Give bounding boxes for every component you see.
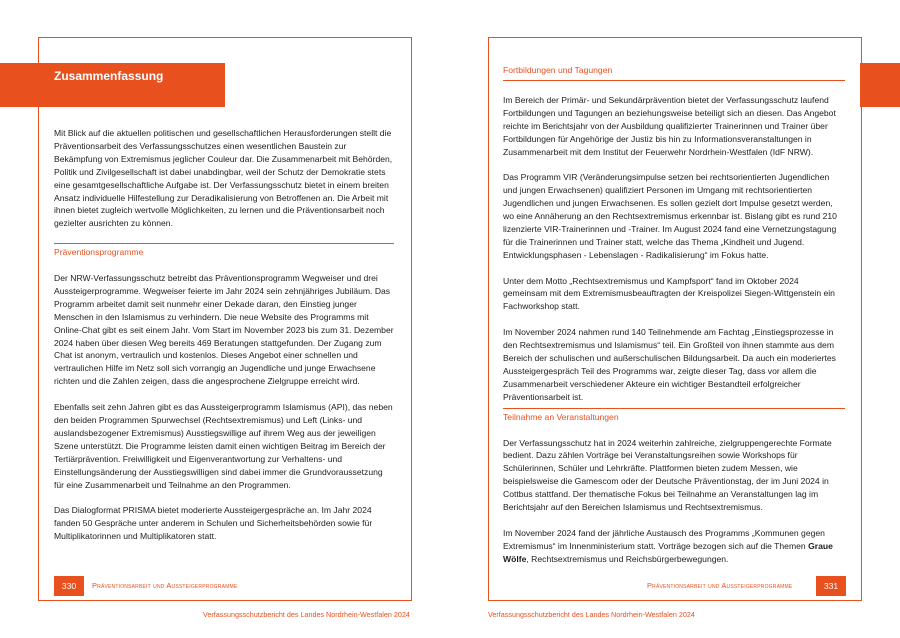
section-title-veranstaltungen: Teilnahme an Veranstaltungen (503, 408, 845, 424)
paragraph: Der Verfassungsschutz hat in 2024 weiterhin zahlreiche, zielgruppengerechte Formate bedient. Dazu zählen Vorträge bei Veranstaltungsreihen sowie Workshops für Schülerinnen, Schüler und Lehrkräfte. Plattformen bieten zudem Messen, wie beispielsweise die Gamescom oder der Deutsche Präventionstag, der im Juni 2024 in Cottbus stattfand. Der thematische Fokus bei Teilnahme an Veranstaltungen lag im Berichtsjahr auf den Bereichen Islamismus und Rechtsextremismus. (503, 437, 832, 513)
footer-title-right: Präventionsarbeit und Aussteigerprogramme (647, 581, 793, 590)
paragraph: Der NRW-Verfassungsschutz betreibt das Präventionsprogramm Wegweiser und drei Aussteigerprogramme. Wegweiser feierte im Jahr 2024 sein zehnjähriges Jubiläum. Das Programm arbeitet damit seit nunmehr einer Dekade daran, den Einstieg junger Menschen in den Islamismus zu verhindern. Die neue Website des Programms mit Online-Chat gibt es seit einem Jahr. Vom Start im November 2023 bis zum 31. Dezember 2024 haben über diesen Weg bereits 469 Beratungen stattgefunden. Der Zugang zum Chat ist anonym, vertraulich und kostenlos. Dieses Angebot einer schnellen und vertraulichen Hilfe im Netz soll sich vorrangig an Jugendliche und junge Erwachsene richten und die Zahlen zeigen, dass die angesprochene Zielgruppe erreicht wird. (54, 273, 394, 387)
summary-heading-bar (0, 63, 225, 107)
paragraph: Das Dialogformat PRISMA bietet moderierte Aussteigergespräche an. Im Jahr 2024 fanden 50 Gespräche unter anderem in Schulen und Sicherheitsbehörden sowie für Multiplikatorinnen und Multiplikatoren statt. (54, 505, 373, 542)
report-title-left: Verfassungsschutzbericht des Landes Nordrhein-Westfalen 2024 (203, 610, 410, 619)
paragraph: Unter dem Motto „Rechtsextremismus und Kampfsport“ fand im Oktober 2024 gemeinsam mit dem Extremismusbeauftragten der Kreispolizei Siegen-Wittgenstein ein Fachworkshop statt. (503, 275, 835, 312)
right-side-tab (860, 63, 900, 107)
page-number-left: 330 (54, 576, 84, 596)
page-number-right: 331 (816, 576, 846, 596)
footer-title-left: Präventionsarbeit und Aussteigerprogramme (92, 581, 238, 590)
left-page-text (54, 127, 394, 556)
paragraph: Im Bereich der Primär- und Sekundärprävention bietet der Verfassungsschutz laufend Fortbildungen und Tagungen an beziehungsweise beteiligt sich an diesen. Das Angebot reichte im Berichtsjahr von der Ausbildung qualifizierter Trainerinnen und Trainer über Fortbildungen für Angehörige der Justiz bis hin zu Informationsveranstaltungen in Zusammenarbeit mit dem Institut der Feuerwehr Nordrhein-Westfalen (IdF NRW). (503, 94, 836, 157)
section-title-fortbildungen: Fortbildungen und Tagungen (503, 64, 845, 81)
summary-heading: Zusammenfassung (54, 69, 164, 83)
right-page-text (503, 64, 845, 578)
report-title-right: Verfassungsschutzbericht des Landes Nordrhein-Westfalen 2024 (488, 610, 695, 619)
text-run: , Rechtsextremismus und Reichsbürgerbewegungen. (526, 553, 729, 564)
bold-term: Graue Wölfe (503, 540, 833, 564)
paragraph: Im November 2024 nahmen rund 140 Teilnehmende am Fachtag „Einstiegsprozesse in den Rechtsextremismus und Islamismus“ teil. Ein Großteil von ihnen stammte aus dem Bereich der schulischen und außerschulischen Bildungsarbeit. Da auch ein moderiertes Aussteigergespräch Teil des Programms war, zeigte dieser Tag, dass vor allem die Zusammenarbeit verschiedener Akteure ein wichtiger Bestandteil erfolgreicher Präventionsarbeit ist. (503, 327, 836, 402)
intro-paragraph: Mit Blick auf die aktuellen politischen und gesellschaftlichen Herausforderungen stellt die Präventionsarbeit des Verfassungsschutzes einen wesentlichen Baustein zur Bekämpfung von Extremismus jeglicher Couleur dar. Die Zusammenarbeit mit Behörden, Politik und Zivilgesellschaft ist dabei unabdingbar, weil der Schutz der Demokratie stets eine gesamtgesellschaftliche Aufgabe ist. Der Verfassungsschutz bietet in einem breiten Ansatz individuelle Hilfestellung zur Deradikalisierung von Betroffenen an. Die Arbeit mit ihnen bietet zugleich wertvolle Möglichkeiten, zu lernen und die Präventionsarbeit noch gezielter ausrichten zu können. (54, 128, 393, 229)
paragraph: Das Programm VIR (Veränderungsimpulse setzen bei rechtsorientierten Jugendlichen und jungen Erwachsenen) qualifiziert Personen im Umgang mit rechtsorientierten Jugendlichen und jungen Erwachsenen. Es sollen gezielt dort Impulse gesetzt werden, wo eine Annäherung an den Rechtsextremismus erkennbar ist. Bislang gibt es rund 210 lizenzierte VIR-Trainerinnen und -Trainer. Im August 2024 fand eine Vernetzungstagung für die Trainerinnen und Trainer statt, welche das Thema „Kindheit und Jugend. Entwicklungsphasen - Lebenslagen - Radikalisierung“ im Fokus hatte. (503, 172, 837, 260)
section-title-praeventionsprogramme: Präventionsprogramme (54, 243, 394, 259)
paragraph-kommunen (503, 527, 845, 566)
text-run: Im November 2024 fand der jährliche Austausch des Programms „Kommunen gegen Extremismus“ im Innenministerium statt. Vorträge bezogen sich auf die Themen (503, 527, 825, 551)
paragraph: Ebenfalls seit zehn Jahren gibt es das Aussteigerprogramm Islamismus (API), das neben den beiden Programmen Spurwechsel (Rechtsextremismus) und Left (Links- und auslandsbezogener Extremismus) Ausstiegswillige auf ihrem Weg aus der jeweiligen Szene unterstützt. Die Programme leisten damit einen wichtigen Beitrag im Bereich der Tertiärprävention. Freiwilligkeit und Eigenverantwortung zur Verhaltens- und Einstellungsänderung der Ausstiegswilligen sind dabei immer die Grundvoraussetzung für eine Zusammenarbeit und Teilnahme an den Programmen. (54, 402, 393, 490)
